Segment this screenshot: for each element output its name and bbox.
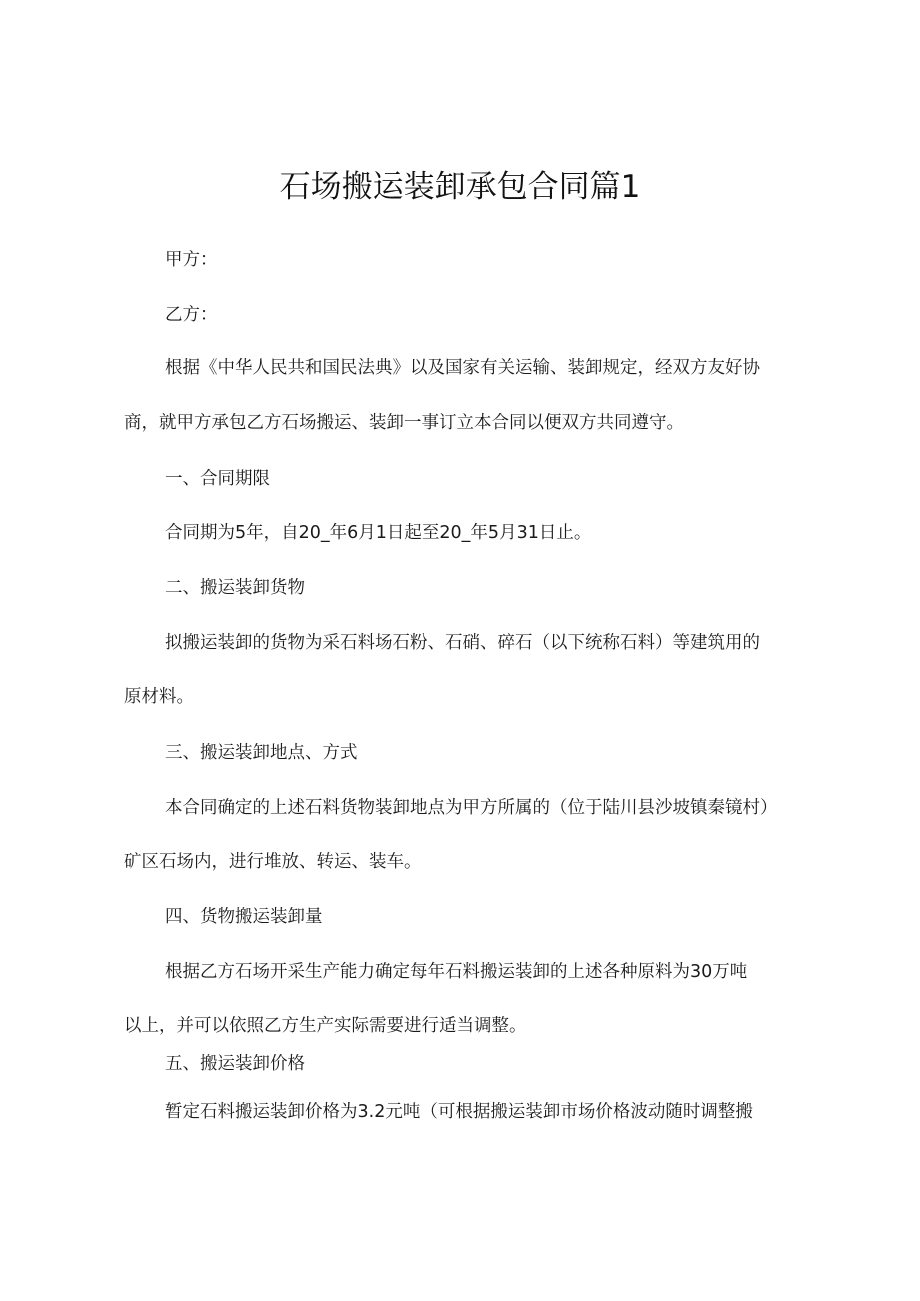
paragraph-line: 根据乙方石场开采生产能力确定每年石料搬运装卸的上述各种原料为30万吨 [165, 962, 748, 982]
paragraph-line: 商，就甲方承包乙方石场搬运、装卸一事订立本合同以便双方共同遵守。 [124, 413, 684, 433]
party-a-line: 甲方： [165, 250, 218, 270]
party-b-line: 乙方： [165, 305, 218, 325]
section-heading: 五、搬运装卸价格 [165, 1054, 305, 1074]
paragraph-line: 合同期为5年，自20_年6月1日起至20_年5月31日止。 [165, 523, 592, 543]
paragraph-line: 矿区石场内，进行堆放、转运、装车。 [124, 852, 422, 872]
paragraph-line: 拟搬运装卸的货物为采石料场石粉、石硝、碎石（以下统称石料）等建筑用的 [165, 633, 760, 653]
paragraph-line: 以上，并可以依照乙方生产实际需要进行适当调整。 [124, 1016, 527, 1036]
paragraph-line: 本合同确定的上述石料货物装卸地点为甲方所属的（位于陆川县沙坡镇秦镜村） [165, 798, 778, 818]
section-heading: 四、货物搬运装卸量 [165, 907, 323, 927]
document-title: 石场搬运装卸承包合同篇1 [279, 169, 641, 205]
paragraph-line: 原材料。 [124, 687, 194, 707]
paragraph-line: 根据《中华人民共和国民法典》以及国家有关运输、装卸规定，经双方友好协 [165, 358, 760, 378]
section-heading: 一、合同期限 [165, 469, 270, 489]
paragraph-line: 暂定石料搬运装卸价格为3.2元吨（可根据搬运装卸市场价格波动随时调整搬 [165, 1102, 753, 1122]
section-heading: 三、搬运装卸地点、方式 [165, 743, 358, 763]
section-heading: 二、搬运装卸货物 [165, 578, 305, 598]
